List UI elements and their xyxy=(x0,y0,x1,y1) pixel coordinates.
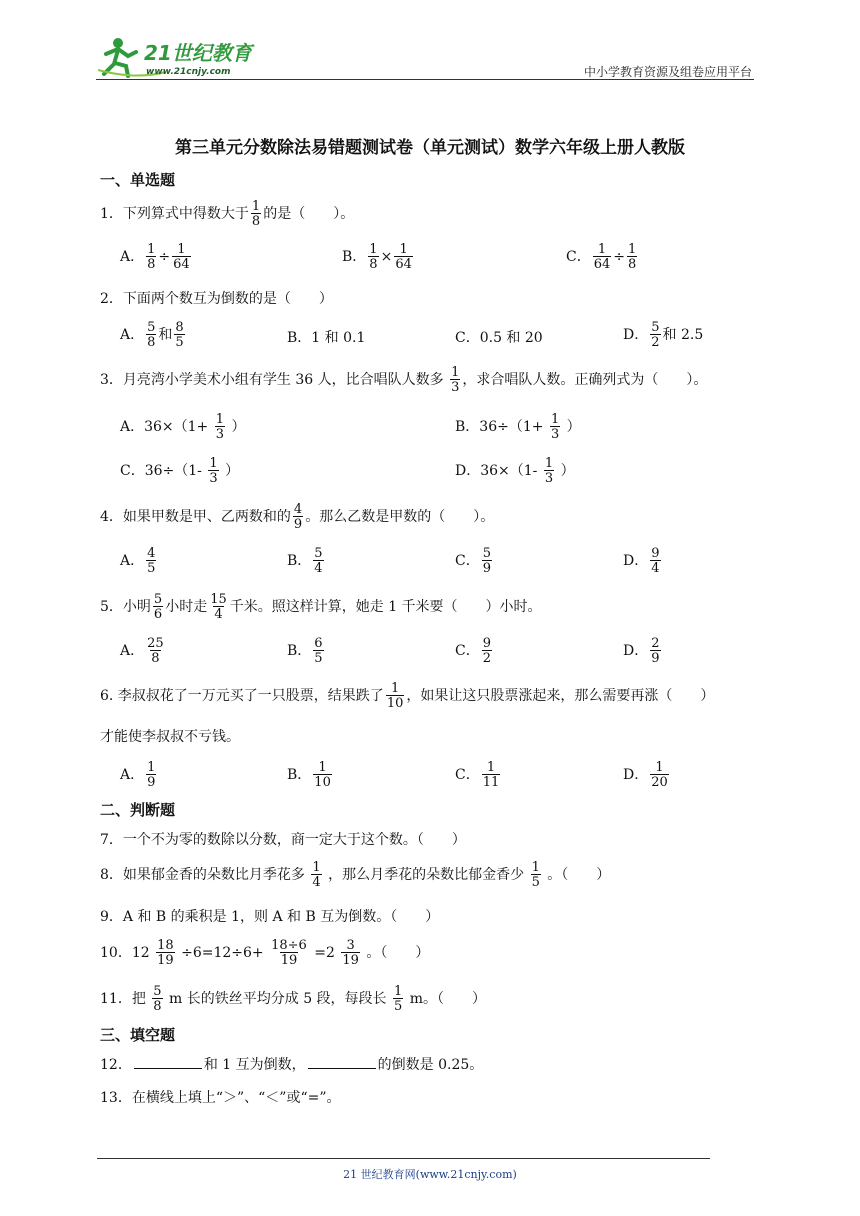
fraction: $\frac{1}{64}$ xyxy=(593,242,611,272)
question-7: 7．一个不为零的数除以分数，商一定大于这个数。（ ） xyxy=(100,832,466,848)
question-2: 2．下面两个数互为倒数的是（ ） xyxy=(100,291,333,307)
option-d[interactable]: D． $\frac{5}{2}$ 和 2.5 xyxy=(623,320,704,350)
option-c[interactable]: C． $\frac{9}{2}$ xyxy=(455,636,491,666)
section-title: 三、填空题 xyxy=(100,1026,176,1044)
logo-url: www.21cnjy.com xyxy=(146,67,231,77)
fraction: $\frac{1}{20}$ xyxy=(651,760,668,790)
logo-text: 21世纪教育 xyxy=(144,41,252,65)
question-5: 5．小明 $\frac{5}{6}$ 小时走 $\frac{15}{4}$ 千米。照这样计算，她走 1 千米要（ ）小时。 xyxy=(100,592,542,622)
fraction: $\frac{25}{8}$ xyxy=(147,636,164,666)
option-b[interactable]: B． $\frac{6}{5}$ xyxy=(287,636,323,666)
option-b[interactable]: B．36÷（1+ $\frac{1}{3}$ ） xyxy=(455,412,581,442)
question-10: 10．12 $\frac{18}{19}$ ÷6=12÷6+ $\frac{18\div 6}{19}$ =2 $\frac{3}{19}$ 。（ ） xyxy=(100,938,430,968)
option-c[interactable]: C． $\frac{5}{9}$ xyxy=(455,546,491,576)
question-11: 11．把 $\frac{5}{8}$ m 长的铁丝平均分成 5 段，每段长 $\frac{1}{5}$ m。（ ） xyxy=(100,984,487,1014)
fraction: $\frac{2}{9}$ xyxy=(651,636,660,666)
question-12: 12． 和 1 互为倒数， 的倒数是 0.25。 xyxy=(100,1054,483,1074)
fraction: $\frac{8}{5}$ xyxy=(175,320,184,350)
fraction: $\frac{5}{8}$ xyxy=(153,984,162,1014)
option-a[interactable]: A． $\frac{1}{8}$ ÷ $\frac{1}{64}$ xyxy=(120,242,190,272)
option-c[interactable]: C． $\frac{1}{64}$ ÷ $\frac{1}{8}$ xyxy=(566,242,637,272)
option-d[interactable]: D． $\frac{2}{9}$ xyxy=(623,636,660,666)
fraction: $\frac{1}{3}$ xyxy=(451,365,460,395)
fraction: $\frac{15}{4}$ xyxy=(210,592,227,622)
question-4: 4．如果甲数是甲、乙两数和的 $\frac{4}{9}$ 。那么乙数是甲数的（ ）。 xyxy=(100,502,495,532)
fraction: $\frac{1}{8}$ xyxy=(369,242,378,272)
option-a[interactable]: A． $\frac{4}{5}$ xyxy=(120,546,156,576)
option-a[interactable]: A． $\frac{5}{8}$ 和 $\frac{8}{5}$ xyxy=(120,320,184,350)
option-c[interactable]: C． $\frac{1}{11}$ xyxy=(455,760,500,790)
fraction: $\frac{3}{19}$ xyxy=(342,938,359,968)
fraction: $\frac{1}{5}$ xyxy=(394,984,403,1014)
answer-blank[interactable] xyxy=(134,1054,202,1069)
fraction: $\frac{1}{10}$ xyxy=(314,760,331,790)
fraction: $\frac{5}{9}$ xyxy=(482,546,491,576)
fraction: $\frac{1}{9}$ xyxy=(147,760,156,790)
header-divider xyxy=(96,79,754,80)
fraction: $\frac{1}{10}$ xyxy=(386,681,404,711)
fraction: $\frac{1}{64}$ xyxy=(173,242,190,272)
question-9: 9．A 和 B 的乘积是 1，则 A 和 B 互为倒数。（ ） xyxy=(100,909,440,925)
question-13: 13．在横线上填上“＞”、“＜”或“=”。 xyxy=(100,1090,341,1106)
option-a[interactable]: A． $\frac{25}{8}$ xyxy=(120,636,164,666)
question-6-continued: 才能使李叔叔不亏钱。 xyxy=(100,729,240,745)
question-6: 6. 李叔叔花了一万元买了一只股票，结果跌了 $\frac{1}{10}$ ，如果让这只股票涨起来，那么需要再涨（ ） xyxy=(100,681,715,711)
fraction: $\frac{5}{2}$ xyxy=(651,320,660,350)
fraction: $\frac{1}{8}$ xyxy=(251,199,261,229)
fraction: $\frac{18\div 6}{19}$ xyxy=(271,938,307,968)
question-3: 3．月亮湾小学美术小组有学生 36 人，比合唱队人数多 $\frac{1}{3}$ ，求合唱队人数。正确列式为（ ）。 xyxy=(100,365,708,395)
fraction: $\frac{5}{8}$ xyxy=(147,320,156,350)
fraction: $\frac{1}{11}$ xyxy=(482,760,500,790)
fraction: $\frac{1}{64}$ xyxy=(395,242,412,272)
footer-link[interactable]: 21 世纪教育网(www.21cnjy.com) xyxy=(343,1168,517,1181)
fraction: $\frac{9}{4}$ xyxy=(651,546,660,576)
platform-label: 中小学教育资源及组卷应用平台 xyxy=(583,65,752,79)
fraction: $\frac{9}{2}$ xyxy=(482,636,491,666)
question-1: 1．下列算式中得数大于 $\frac{1}{8}$ 的是（ ）。 xyxy=(100,199,355,229)
option-b[interactable]: B． $\frac{1}{8}$ × $\frac{1}{64}$ xyxy=(342,242,412,272)
page-title: 第三单元分数除法易错题测试卷（单元测试）数学六年级上册人教版 xyxy=(175,138,685,158)
option-b[interactable]: B． $\frac{5}{4}$ xyxy=(287,546,323,576)
option-b[interactable]: B．1 和 0.1 xyxy=(287,330,366,346)
logo xyxy=(96,34,266,80)
option-d[interactable]: D． $\frac{1}{20}$ xyxy=(623,760,668,790)
option-c[interactable]: C．0.5 和 20 xyxy=(455,330,543,346)
option-b[interactable]: B． $\frac{1}{10}$ xyxy=(287,760,331,790)
footer-divider xyxy=(97,1158,710,1159)
fraction: $\frac{18}{19}$ xyxy=(157,938,174,968)
option-a[interactable]: A．36×（1+ $\frac{1}{3}$ ） xyxy=(120,412,246,442)
fraction: $\frac{4}{5}$ xyxy=(147,546,156,576)
fraction: $\frac{1}{8}$ xyxy=(147,242,156,272)
section-title: 二、判断题 xyxy=(100,801,176,819)
question-8: 8．如果郁金香的朵数比月季花多 $\frac{1}{4}$ ，那么月季花的朵数比郁金香少 $\frac{1}{5}$ 。（ ） xyxy=(100,860,611,890)
fraction: $\frac{1}{3}$ xyxy=(550,412,560,442)
option-c[interactable]: C．36÷（1- $\frac{1}{3}$ ） xyxy=(120,456,240,486)
section-title: 一、单选题 xyxy=(100,171,176,189)
option-d[interactable]: D．36×（1- $\frac{1}{3}$ ） xyxy=(455,456,575,486)
fraction: $\frac{1}{3}$ xyxy=(209,456,218,486)
fraction: $\frac{5}{6}$ xyxy=(153,592,163,622)
fraction: $\frac{1}{8}$ xyxy=(628,242,637,272)
fraction: $\frac{1}{3}$ xyxy=(544,456,554,486)
fraction: $\frac{5}{4}$ xyxy=(314,546,323,576)
fraction: $\frac{1}{4}$ xyxy=(312,860,321,890)
fraction: $\frac{4}{9}$ xyxy=(293,502,303,532)
fraction: $\frac{1}{3}$ xyxy=(215,412,225,442)
fraction: $\frac{1}{5}$ xyxy=(531,860,540,890)
answer-blank[interactable] xyxy=(308,1054,376,1069)
option-d[interactable]: D． $\frac{9}{4}$ xyxy=(623,546,660,576)
option-a[interactable]: A． $\frac{1}{9}$ xyxy=(120,760,156,790)
fraction: $\frac{6}{5}$ xyxy=(314,636,323,666)
